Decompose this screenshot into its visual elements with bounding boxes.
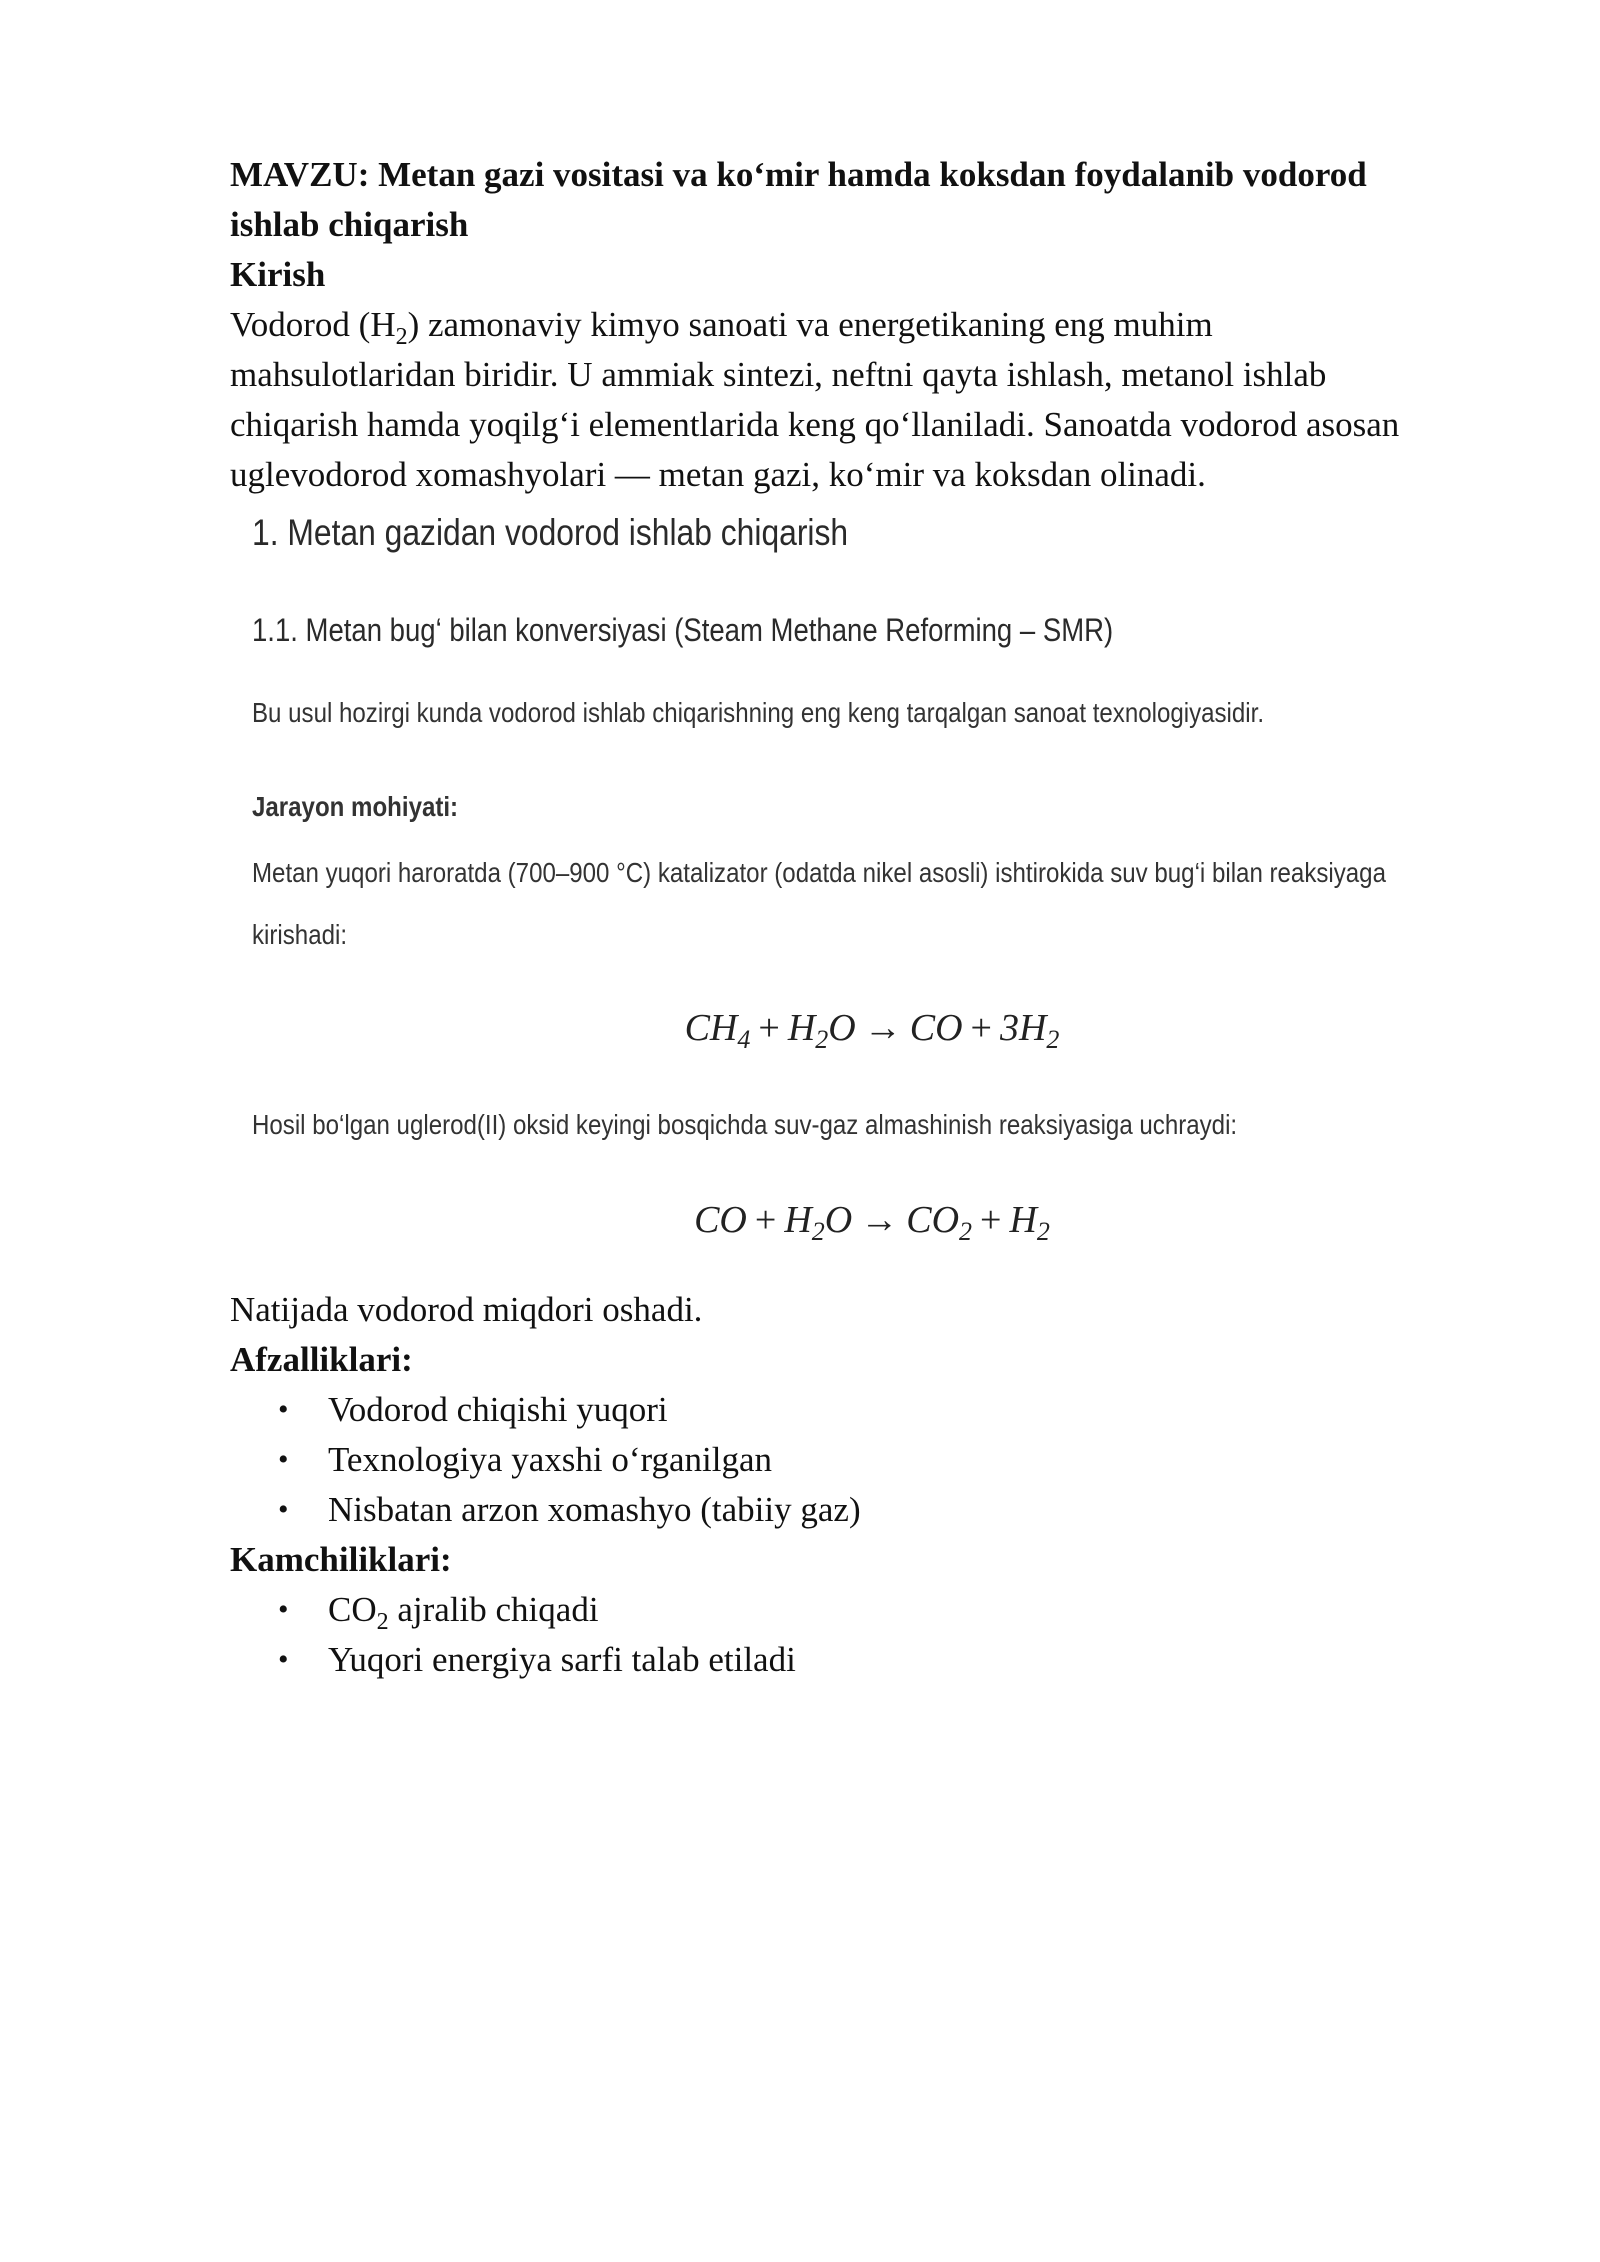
intro-line-3: chiqarish hamda yoqilg‘i elementlarida keng qo‘llaniladi. Sanoatda vodorod asosan bbox=[230, 405, 1400, 444]
list-item: • Nisbatan arzon xomashyo (tabiiy gaz) bbox=[278, 1490, 861, 1529]
advantages-list bbox=[230, 1385, 1520, 1535]
document-title bbox=[230, 150, 1520, 250]
intro-heading: Kirish bbox=[230, 255, 326, 294]
shift-reaction-text: Hosil bo‘lgan uglerod(II) oksid keyingi bosqichda suv-gaz almashinish reaksiyasiga uchraydi: bbox=[252, 1109, 1238, 1140]
list-item: • Texnologiya yaxshi o‘rganilgan bbox=[278, 1440, 773, 1479]
equation-smr: $CH_4 + H_2O$ → CO + $3H_2$ bbox=[684, 1007, 1060, 1054]
essence-line-1: Metan yuqori haroratda (700–900 °C) katalizator (odatda nikel asosli) ishtirokida suv bug‘i bilan reaksiyaga bbox=[252, 857, 1386, 888]
method-description: Bu usul hozirgi kunda vodorod ishlab chiqarishning eng keng tarqalgan sanoat texnologiyasidir. bbox=[252, 697, 1265, 728]
title-line-2: ishlab chiqarish bbox=[230, 205, 469, 244]
essence-label: Jarayon mohiyati: bbox=[252, 791, 459, 822]
list-item: • Vodorod chiqishi yuqori bbox=[278, 1390, 668, 1429]
intro-line-2: mahsulotlaridan biridir. U ammiak sintezi, neftni qayta ishlash, metanol ishlab bbox=[230, 355, 1327, 394]
section-heading: 1. Metan gazidan vodorod ishlab chiqarish bbox=[252, 512, 849, 553]
intro-line-4: uglevodorod xomashyolari — metan gazi, ko‘mir va koksdan olinadi. bbox=[230, 455, 1206, 494]
title-line-1: MAVZU: Metan gazi vositasi va ko‘mir hamda koksdan foydalanib vodorod bbox=[230, 155, 1367, 194]
embedded-screenshot bbox=[252, 505, 1492, 1265]
list-item: • $CO_2$ ajralib chiqadi bbox=[278, 1590, 599, 1635]
advantages-heading: Afzalliklari: bbox=[230, 1340, 413, 1379]
intro-paragraph bbox=[230, 300, 1520, 500]
essence-line-2: kirishadi: bbox=[252, 919, 348, 950]
document-body bbox=[230, 150, 1520, 500]
result-text: Natijada vodorod miqdori oshadi. bbox=[230, 1290, 703, 1329]
equation-water-gas-shift: CO + $H_2O \to CO_2 + H_2$ bbox=[694, 1199, 1050, 1246]
list-item: • Yuqori energiya sarfi talab etiladi bbox=[278, 1640, 796, 1679]
disadvantages-list bbox=[230, 1585, 1520, 1685]
document-body-continued bbox=[230, 1285, 1520, 1685]
intro-subscript: 2 bbox=[395, 324, 408, 350]
subsection-heading: 1.1. Metan bug‘ bilan konversiyasi (Steam Methane Reforming – SMR) bbox=[252, 612, 1114, 648]
intro-text-b: ) zamonaviy kimyo sanoati va energetikaning eng muhim bbox=[407, 305, 1213, 344]
intro-text-a: Vodorod (H bbox=[230, 305, 396, 344]
disadvantages-heading: Kamchiliklari: bbox=[230, 1540, 452, 1579]
